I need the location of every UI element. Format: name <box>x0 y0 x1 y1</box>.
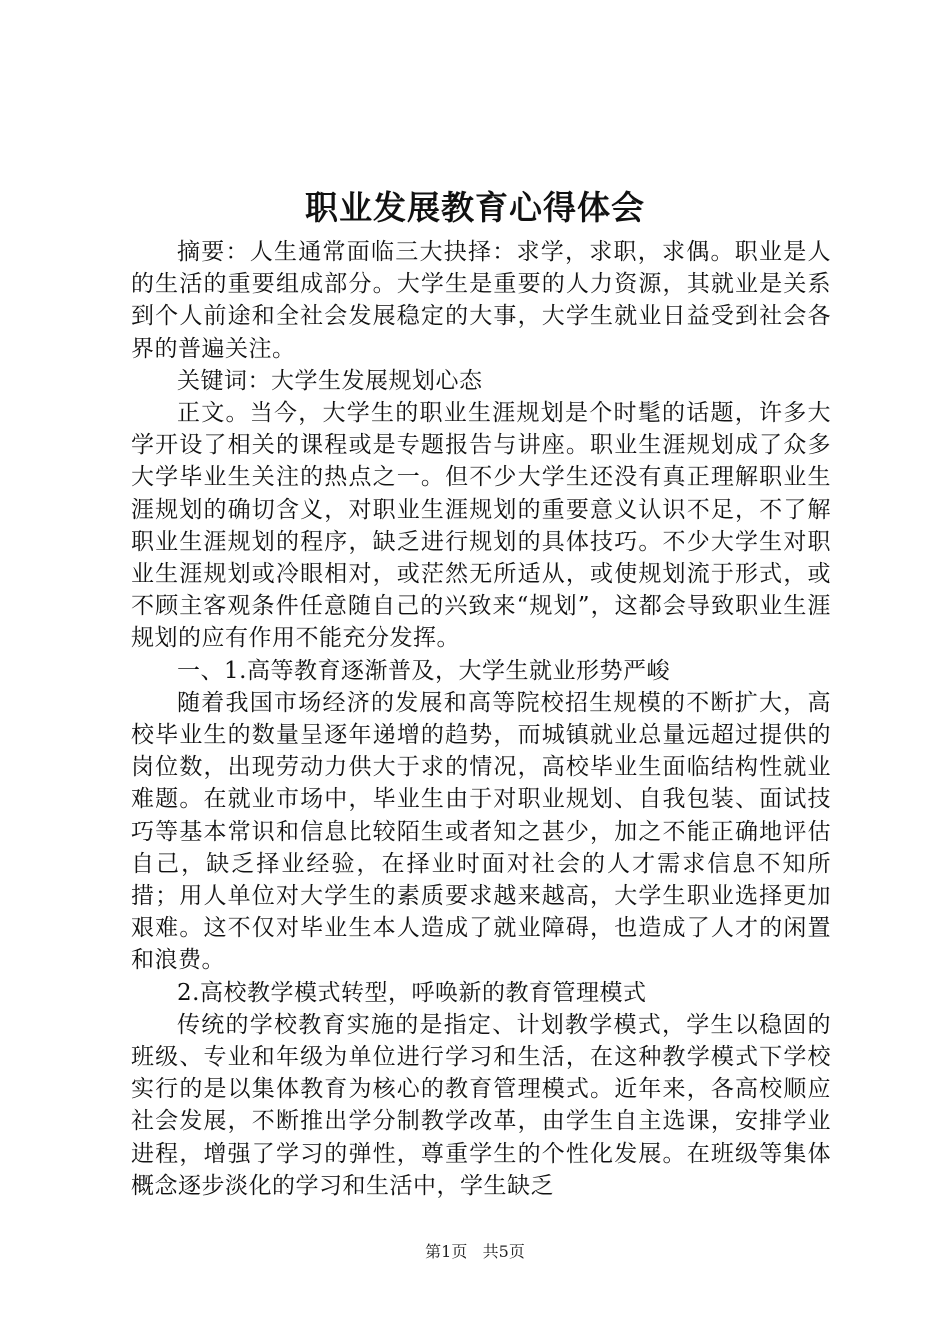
abstract-paragraph: 摘要：人生通常面临三大抉择：求学，求职，求偶。职业是人的生活的重要组成部分。大学生是重要的人力资源，其就业是关系到个人前途和全社会发展稳定的大事，大学生就业日益受到社会各界的普遍关注。 <box>131 239 831 362</box>
body-paragraph: 正文。当今，大学生的职业生涯规划是个时髦的话题，许多大学开设了相关的课程或是专题报告与讲座。职业生涯规划成了众多大学毕业生关注的热点之一。但不少大学生还没有真正理解职业生涯规划的确切含义，对职业生涯规划的重要意义认识不足，不了解职业生涯规划的程序，缺乏进行规划的具体技巧。不少大学生对职业生涯规划或冷眼相对，或茫然无所适从，或使规划流于形式，或不顾主客观条件任意随自己的兴致来“规划”，这都会导致职业生涯规划的应有作用不能充分发挥。 <box>131 400 831 652</box>
page-number: 第1页 <box>425 1242 468 1261</box>
section-heading: 一、1.高等教育逐渐普及，大学生就业形势严峻 <box>177 657 670 684</box>
page-separator <box>472 1242 477 1261</box>
keywords-paragraph: 关键词：大学生发展规划心态 <box>177 367 483 394</box>
section-heading: 2.高校教学模式转型，呼唤新的教育管理模式 <box>177 979 647 1006</box>
body-paragraph: 传统的学校教育实施的是指定、计划教学模式，学生以稳固的班级、专业和年级为单位进行学习和生活，在这种教学模式下学校实行的是以集体教育为核心的教育管理模式。近年来，各高校顺应社会发展，不断推出学分制教学改革，由学生自主选课，安排学业进程，增强了学习的弹性，尊重学生的个性化发展。在班级等集体概念逐步淡化的学习和生活中，学生缺乏 <box>131 1011 831 1199</box>
page-footer <box>0 1240 950 1264</box>
page-total: 共5页 <box>482 1242 525 1261</box>
document-body <box>131 236 831 1202</box>
document-title: 职业发展教育心得体会 <box>305 188 645 227</box>
body-paragraph: 随着我国市场经济的发展和高等院校招生规模的不断扩大，高校毕业生的数量呈逐年递增的趋势，而城镇就业总量远超过提供的岗位数，出现劳动力供大于求的情况，高校毕业生面临结构性就业难题。在就业市场中，毕业生由于对职业规划、自我包装、面试技巧等基本常识和信息比较陌生或者知之甚少，加之不能正确地评估自己，缺乏择业经验，在择业时面对社会的人才需求信息不知所措；用人单位对大学生的素质要求越来越高，大学生职业选择更加艰难。这不仅对毕业生本人造成了就业障碍，也造成了人才的闲置和浪费。 <box>131 689 831 974</box>
